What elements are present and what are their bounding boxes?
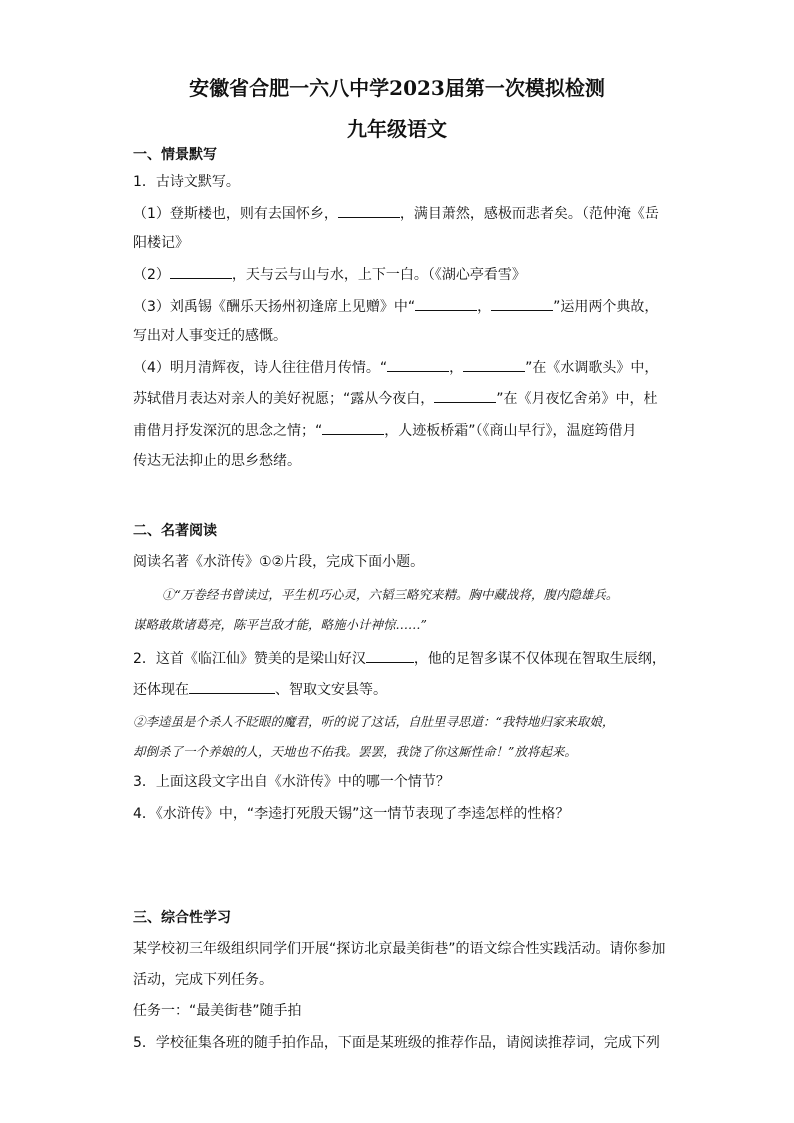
passage-1-line2: 谋略敢欺诸葛亮，陈平岂敌才能，略施小计神惊……” <box>133 617 427 632</box>
section-heading-comprehensive-study: 三、综合性学习 <box>133 910 231 926</box>
question-1-item-4 <box>133 357 673 378</box>
answer-blank[interactable] <box>366 648 414 663</box>
passage-2-line1: ②李逵虽是个杀人不眨眼的魔君，听的说了这话，自肚里寻思道：“我特地归家来取娘， <box>133 714 615 729</box>
answer-blank[interactable] <box>491 296 553 311</box>
exam-title: 安徽省合肥一六八中学2023届第一次模拟检测 <box>189 76 605 100</box>
text: ，人迹板桥霜”（《商山早行》，温庭筠借月 <box>384 423 637 439</box>
question-5: 5．学校征集各班的随手拍作品，下面是某班级的推荐作品，请阅读推荐词，完成下列 <box>133 1035 660 1051</box>
question-1-item-3-cont: 写出对人事变迁的感慨。 <box>133 328 287 344</box>
text: ， <box>477 299 492 315</box>
text: （3）刘禹锡《酬乐天扬州初逢席上见赠》中“ <box>133 299 416 315</box>
text: ，天与云与山与水，上下一白。（《湖心亭看雪》 <box>231 267 526 283</box>
text: ”在《水调歌头》中， <box>525 360 659 376</box>
answer-blank[interactable] <box>189 679 275 694</box>
question-2-cont <box>133 679 673 700</box>
question-1-item-4-line3 <box>133 420 673 441</box>
text: ”运用两个典故， <box>553 299 659 315</box>
text: （4）明月清辉夜，诗人往往借月传情。“ <box>133 360 388 376</box>
exam-subtitle: 九年级语文 <box>347 117 447 141</box>
reading-intro: 阅读名著《水浒传》①②片段，完成下面小题。 <box>133 554 425 570</box>
text: ， <box>449 360 464 376</box>
section-heading-dictation: 一、情景默写 <box>133 147 217 163</box>
question-1-item-3 <box>133 296 673 317</box>
question-1-item-4-line4: 传达无法抑止的思乡愁绪。 <box>133 453 301 469</box>
text: ”在《月夜忆舍弟》中，杜 <box>496 391 658 407</box>
text: 甫借月抒发深沉的思念之情；“ <box>133 423 323 439</box>
question-2 <box>133 648 673 669</box>
text: （2） <box>133 267 170 283</box>
text: 、智取文安县等。 <box>275 682 387 698</box>
text: （1）登斯楼也，则有去国怀乡， <box>133 206 338 222</box>
text: 还体现在 <box>133 682 189 698</box>
question-1-item-4-line2 <box>133 388 673 409</box>
question-1-item-1-cont: 阳楼记》 <box>133 235 189 251</box>
section-heading-classic-reading: 二、名著阅读 <box>133 523 217 539</box>
question-1-item-2 <box>133 264 673 285</box>
passage-2-line2: 却倒杀了一个养娘的人，天地也不佑我。罢罢，我饶了你这厮性命！”放将起来。 <box>133 744 577 759</box>
question-4: 4．《水浒传》中，“李逵打死殷天锡”这一情节表现了李逵怎样的性格？ <box>133 806 570 822</box>
answer-blank[interactable] <box>170 264 232 279</box>
passage-1-line1: ①“万卷经书曾读过，平生机巧心灵，六韬三略究来精。胸中藏战将，腹内隐雄兵。 <box>162 587 619 602</box>
answer-blank[interactable] <box>322 420 384 435</box>
text: 2．这首《临江仙》赞美的是梁山好汉 <box>133 651 366 667</box>
text: 苏轼借月表达对亲人的美好祝愿；“露从今夜白， <box>133 391 435 407</box>
answer-blank[interactable] <box>415 296 477 311</box>
task-1: 任务一：“最美街巷”随手拍 <box>133 1003 302 1019</box>
question-3: 3．上面这段文字出自《水浒传》中的哪一个情节？ <box>133 774 450 790</box>
answer-blank[interactable] <box>387 357 449 372</box>
activity-intro-line2: 活动，完成下列任务。 <box>133 972 273 988</box>
question-1-item-1 <box>133 203 673 224</box>
text: ，满目萧然，感极而悲者矣。（范仲淹《岳 <box>399 206 659 222</box>
answer-blank[interactable] <box>338 203 400 218</box>
question-1: 1．古诗文默写。 <box>133 174 240 190</box>
answer-blank[interactable] <box>463 357 525 372</box>
answer-blank[interactable] <box>434 388 496 403</box>
text: ，他的足智多谋不仅体现在智取生辰纲， <box>413 651 666 667</box>
activity-intro-line1: 某学校初三年级组织同学们开展“探访北京最美街巷”的语文综合性实践活动。请你参加 <box>133 941 666 957</box>
